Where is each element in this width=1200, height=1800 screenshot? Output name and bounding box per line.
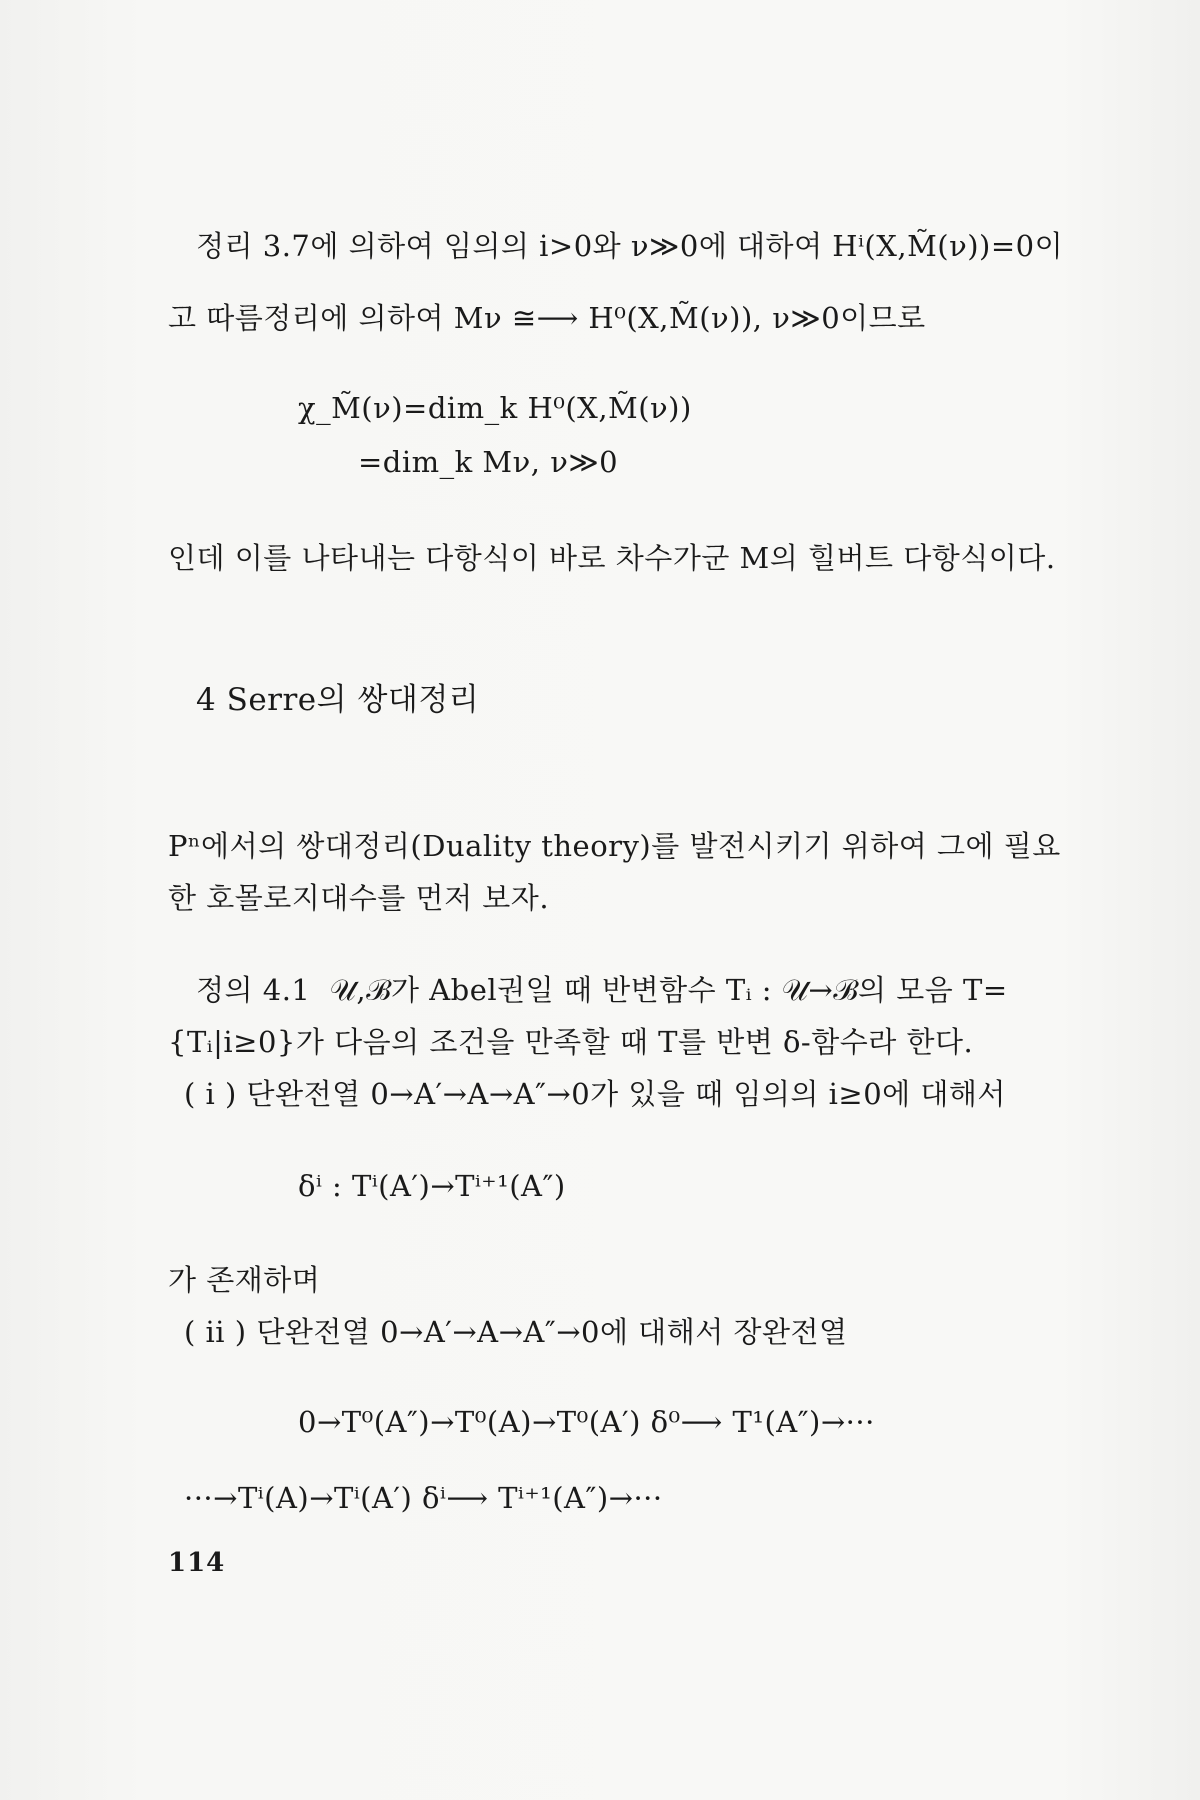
paragraph-2: 인데 이를 나타내는 다항식이 바로 차수가군 M의 힐버트 다항식이다. [168, 541, 1056, 575]
paragraph-3-line-2: 한 호몰로지대수를 먼저 보자. [168, 881, 550, 915]
condition-ii: ( ii ) 단완전열 0→A′→A→A″→0에 대해서 장완전열 [184, 1315, 848, 1349]
definition-line-1: 정의 4.1 𝒰,ℬ가 Abel권일 때 반변함수 Tᵢ : 𝒰→ℬ의 모음 T= [196, 973, 1008, 1007]
paragraph-1-line-1: 정리 3.7에 의하여 임의의 i>0와 ν≫0에 대하여 Hⁱ(X,M̃(ν))=0이 [196, 229, 1064, 263]
equation-2: δⁱ : Tⁱ(A′)→Tⁱ⁺¹(A″) [298, 1169, 566, 1203]
equation-3-line-2: ···→Tⁱ(A)→Tⁱ(A′) δⁱ⟶ Tⁱ⁺¹(A″)→··· [184, 1481, 663, 1515]
definition-line-2: {Tᵢ|i≥0}가 다음의 조건을 만족할 때 T를 반변 δ-함수라 한다. [168, 1025, 974, 1059]
paragraph-4: 가 존재하며 [168, 1263, 321, 1297]
condition-i: ( i ) 단완전열 0→A′→A→A″→0가 있을 때 임의의 i≥0에 대해서 [184, 1077, 1006, 1111]
paragraph-1-line-2: 고 따름정리에 의하여 Mν ≅⟶ H⁰(X,M̃(ν)), ν≫0이므로 [168, 301, 926, 335]
equation-3-line-1: 0→T⁰(A″)→T⁰(A)→T⁰(A′) δ⁰⟶ T¹(A″)→··· [298, 1405, 875, 1439]
equation-1-line-1: χ_M̃(ν)=dim_k H⁰(X,M̃(ν)) [298, 391, 692, 425]
equation-1-line-2: =dim_k Mν, ν≫0 [358, 445, 619, 479]
section-heading: 4 Serre의 쌍대정리 [196, 682, 480, 718]
paragraph-3-line-1: Pⁿ에서의 쌍대정리(Duality theory)를 발전시키기 위하여 그에 필요 [168, 829, 1061, 863]
page-number: 114 [168, 1548, 226, 1578]
